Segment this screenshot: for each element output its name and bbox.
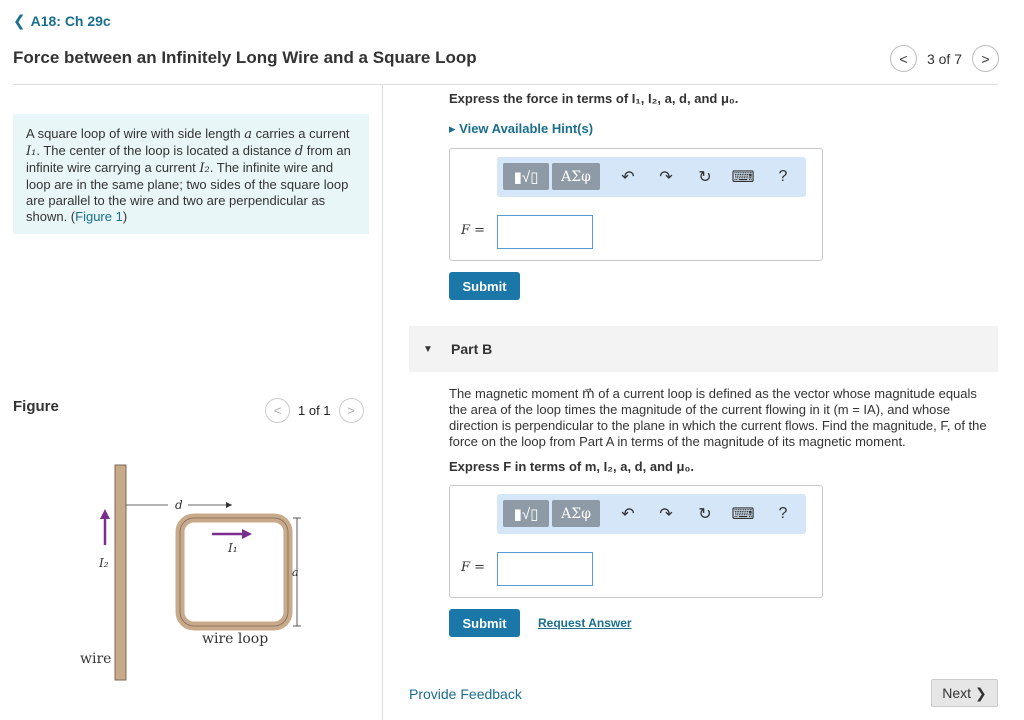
chevron-left-icon: < [273, 403, 282, 418]
next-item-button[interactable] [972, 45, 999, 72]
next-button[interactable] [931, 679, 998, 707]
next-figure-button[interactable] [339, 398, 364, 423]
greek-symbols-button[interactable]: ΑΣφ [552, 500, 600, 527]
figure-diagram [60, 455, 320, 690]
prev-item-button[interactable] [890, 45, 917, 72]
help-icon[interactable]: ? [778, 168, 788, 185]
undo-icon[interactable]: ↶ [621, 506, 635, 523]
answer-label: F = [461, 223, 486, 238]
current-I2-arrowhead [100, 509, 110, 519]
caret-right-icon: ▸ [449, 121, 456, 136]
var-I2: I₂ [199, 161, 210, 176]
part-b-prompt: Express F in terms of m, I₂, a, d, and μ₀. [449, 459, 694, 474]
caret-down-icon: ▼ [423, 344, 433, 355]
chevron-right-icon: > [981, 50, 990, 67]
label-d: d [175, 498, 183, 512]
part-a-prompt: Express the force in terms of I₁, I₂, a, d, and μ₀. [449, 91, 739, 106]
dimension-d-arrowhead [226, 502, 232, 508]
chevron-left-icon: < [899, 50, 908, 67]
back-link[interactable] [13, 13, 111, 29]
var-d: d [294, 144, 304, 159]
reset-icon[interactable]: ↻ [698, 506, 712, 523]
provide-feedback-link[interactable]: Provide Feedback [409, 686, 522, 702]
problem-text: . The infinite wire and loop are in the same plane; two sides of the square loop are parallel to the wire and two are perpendicular as shown. ( [26, 160, 349, 224]
part-a-answer-box [449, 148, 823, 261]
help-icon[interactable]: ? [778, 505, 788, 522]
reset-icon[interactable]: ↻ [698, 169, 712, 186]
chevron-left-icon: ❮ [13, 12, 26, 30]
view-hints-label: View Available Hint(s) [459, 121, 594, 136]
math-toolbar [497, 494, 806, 534]
label-wire: wire [80, 651, 112, 667]
part-b-submit-button[interactable]: Submit [449, 609, 520, 637]
figure-pager [265, 398, 364, 423]
redo-icon[interactable]: ↷ [659, 169, 673, 186]
part-a-submit-button[interactable]: Submit [449, 272, 520, 300]
request-answer-link[interactable]: Request Answer [538, 616, 632, 630]
column-divider [382, 85, 383, 720]
current-I1-arrowhead [242, 529, 252, 539]
part-a-answer-input[interactable] [497, 215, 593, 249]
var-a: a [244, 127, 253, 142]
label-a: a [292, 566, 299, 579]
problem-text: carries a current [252, 126, 350, 141]
back-link-label: A18: Ch 29c [30, 13, 111, 29]
chevron-right-icon: ❯ [975, 684, 987, 701]
part-b-header[interactable] [409, 326, 998, 372]
undo-icon[interactable]: ↶ [621, 169, 635, 186]
math-templates-button[interactable]: ▮√▯ [503, 500, 549, 527]
infinite-wire [115, 465, 126, 680]
next-button-label: Next [942, 685, 972, 701]
var-I1: I₁ [26, 144, 37, 159]
keyboard-icon[interactable]: ⌨ [731, 506, 755, 523]
header-divider [13, 84, 998, 85]
label-wire-loop: wire loop [202, 631, 269, 647]
redo-icon[interactable]: ↷ [659, 506, 673, 523]
part-b-title: Part B [451, 341, 493, 357]
part-b-answer-input[interactable] [497, 552, 593, 586]
view-hints-link[interactable] [449, 121, 593, 137]
label-I1: I₁ [228, 541, 238, 555]
keyboard-icon[interactable]: ⌨ [731, 169, 755, 186]
problem-statement [13, 114, 369, 234]
figure-link[interactable]: Figure 1 [75, 209, 123, 224]
part-b-description: The magnetic moment m⃗ of a current loop is defined as the vector whose magnitude equals the area of the loop times the magnitude of the current flowing in it (m = IA), and whose direction is perpendicular to the plane in which the current flows. Find the magnitude, F, of the force on the loop from Part A in terms of the magnitude of its magnetic moment. [449, 386, 987, 449]
label-I2: I₂ [99, 556, 109, 570]
problem-text: . The center of the loop is located a distance [36, 143, 295, 158]
prev-figure-button[interactable] [265, 398, 290, 423]
answer-label: F = [461, 560, 486, 575]
item-pager [890, 45, 999, 72]
problem-text: from an infinite wire carrying a current [26, 143, 351, 175]
page-title: Force between an Infinitely Long Wire and a Square Loop [13, 48, 477, 67]
greek-symbols-button[interactable]: ΑΣφ [552, 163, 600, 190]
problem-text: A square loop of wire with side length [26, 126, 245, 141]
chevron-right-icon: > [347, 403, 355, 418]
item-pager-text: 3 of 7 [926, 50, 962, 67]
part-b-answer-box [449, 485, 823, 598]
math-templates-button[interactable]: ▮√▯ [503, 163, 549, 190]
math-toolbar [497, 157, 806, 197]
toolbar-template-group [503, 163, 600, 190]
figure-heading: Figure [13, 398, 59, 415]
toolbar-template-group [503, 500, 600, 527]
figure-pager-text: 1 of 1 [298, 403, 331, 418]
problem-text: ) [122, 209, 128, 224]
